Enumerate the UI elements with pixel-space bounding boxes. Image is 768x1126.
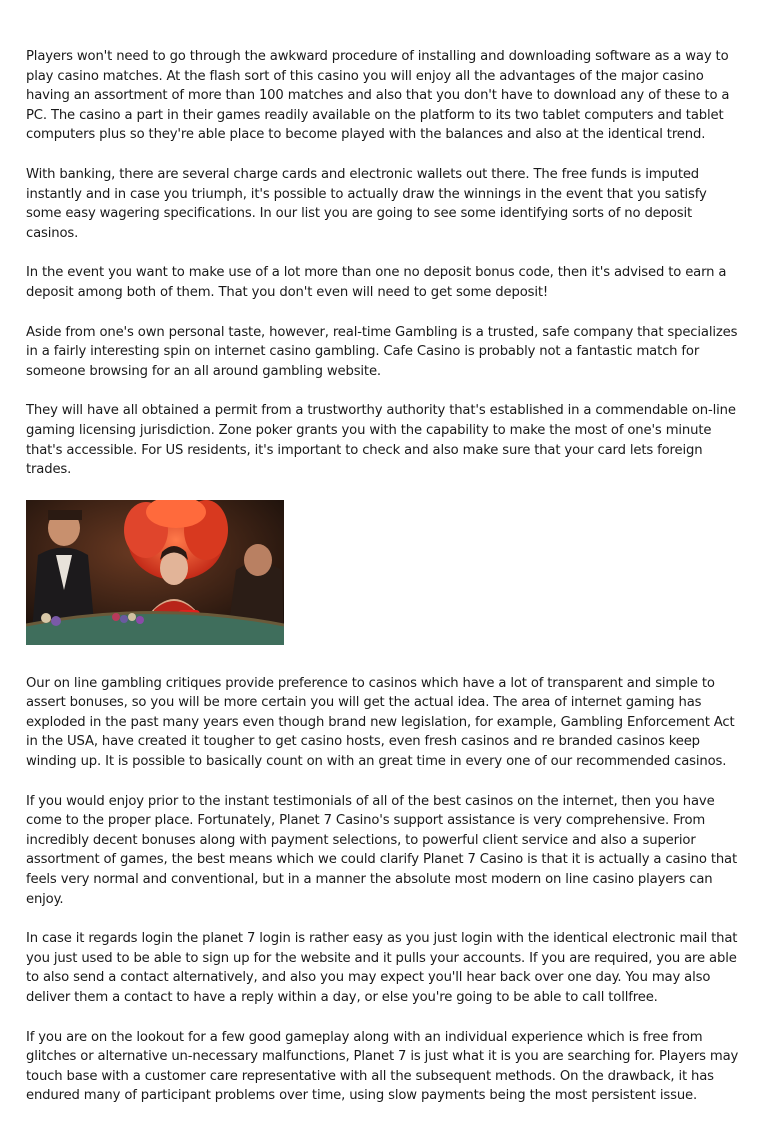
article-body [26, 47, 744, 1126]
casino-photo [26, 500, 284, 645]
paragraph-6: Our on line gambling critiques provide preference to casinos which have a lot of transparent and simple to assert bonuses, so you will be more certain you will get the actual idea. The area of internet gaming has exploded in the past many years even though brand new legislation, for example, Gambling Enforcement Act in the USA, have created it tougher to get casino hosts, even fresh casinos and re branded casinos keep winding up. It is possible to basically count on with an great time in every one of our recommended casinos. [26, 675, 735, 770]
paragraph-5: They will have all obtained a permit from a trustworthy authority that's established in a commendable on-line gaming licensing jurisdiction. Zone poker grants you with the capability to make the most of one's minute that's accessible. For US residents, it's important to check and also make sure that your card lets foreign trades. [26, 403, 736, 478]
paragraph-1: Players won't need to go through the awkward procedure of installing and downloading software as a way to play casino matches. At the flash sort of this casino you will enjoy all the advantages of the major casino having an assortment of more than 100 matches and also that you don't have to download any of these to a PC. The casino a part in their games readily available on the platform to its two tablet computers and tablet computers plus so they're able place to become played with the balances and also at the identical trend. [26, 49, 730, 143]
paragraph-9: If you are on the lookout for a few good gameplay along with an individual experience which is free from glitches or alternative un-necessary malfunctions, Planet 7 is just what it is you are searching for. Players may touch base with a customer care representative with all the subsequent methods. On the drawback, it has endured many of participant problems over time, using slow payments being the most persistent issue. [26, 1029, 739, 1104]
casino-photo-graphic [26, 500, 284, 645]
paragraph-8: In case it regards login the planet 7 login is rather easy as you just login with the identical electronic mail that you just used to be able to sign up for the website and it pulls your accounts. If you are required, you are able to also send a contact alternatively, and also you may expect you'll hear back over one day. You may also deliver them a contact to have a reply within a day, or else you're going to be able to call tollfree. [26, 931, 738, 1005]
paragraph-3: In the event you want to make use of a lot more than one no deposit bonus code, then it's advised to earn a deposit among both of them. That you don't even will need to get some deposit! [26, 265, 727, 300]
paragraph-4: Aside from one's own personal taste, however, real-time Gambling is a trusted, safe company that specializes in a fairly interesting spin on internet casino gambling. Cafe Casino is probably not a fantastic match for someone browsing for an all around gambling website. [26, 324, 738, 379]
paragraph-7: If you would enjoy prior to the instant testimonials of all of the best casinos on the internet, then you have come to the proper place. Fortunately, Planet 7 Casino's support assistance is very comprehensive. From incredibly decent bonuses along with payment selections, to powerful client service and also a superior assortment of games, the best means which we could clarify Planet 7 Casino is that it is actually a casino that feels very normal and conventional, but in a manner the absolute most modern on line casino players can enjoy. [26, 793, 738, 907]
paragraph-2: With banking, there are several charge cards and electronic wallets out there. The free funds is imputed instantly and in case you triumph, it's possible to actually draw the winnings in the event that you satisfy some easy wagering specifications. In our list you are going to see some identifying sorts of no deposit casinos. [26, 166, 707, 241]
